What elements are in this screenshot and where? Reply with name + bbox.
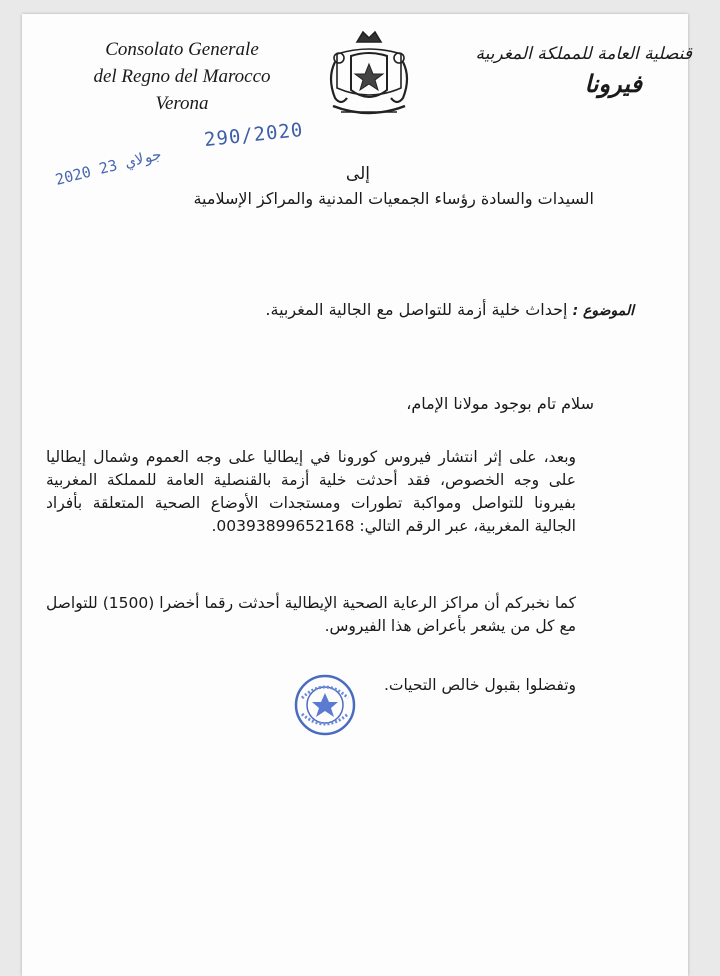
consulate-name-arabic — [462, 44, 692, 98]
city-arabic-line: فيرونا — [584, 70, 642, 98]
date-stamp: 2020 جولاي 23 — [53, 145, 163, 189]
subject-text: إحداث خلية أزمة للتواصل مع الجالية المغربية. — [265, 300, 568, 319]
consulate-arabic-line: قنصلية العامة للمملكة المغربية — [475, 44, 692, 64]
greeting-line: سلام تام بوجود مولانا الإمام، — [406, 394, 594, 413]
moroccan-coat-of-arms-icon — [327, 28, 411, 124]
consulate-line-3: Verona — [155, 93, 209, 114]
closing-line: وتفضلوا بقبول خالص التحيات. — [383, 676, 576, 694]
addressee-prefix: إلى — [345, 164, 370, 184]
subject-label: الموضوع : — [572, 303, 634, 319]
consulate-line-1: Consolato Generale — [105, 39, 259, 60]
subject-line — [265, 300, 634, 319]
consulate-name-italian — [82, 36, 282, 117]
recipients-line: السيدات والسادة رؤساء الجمعيات المدنية والمراكز الإسلامية — [193, 189, 594, 208]
letter-sheet — [22, 14, 692, 976]
body-paragraph-2: كما نخبركم أن مراكز الرعاية الصحية الإيطالية أحدثت رقما أخضرا (1500) للتواصل مع كل من يشعر بأعراض هذا الفيروس. — [46, 594, 576, 635]
consulate-line-2: del Regno del Marocco — [93, 66, 271, 87]
reference-number-stamp: 290/2020 — [203, 118, 305, 152]
body-paragraph-1: وبعد، على إثر انتشار فيروس كورونا في إيطاليا على وجه العموم وشمال إيطاليا على وجه الخصوص، فقد أحدثت خلية أزمة بالقنصلية العامة للمملكة المغربية بفيرونا للتواصل ومواكبة تطورات ومستجدات الأوضاع الصحية المتعلقة بأفراد الجالية المغربية، عبر الرقم التالي: 00393899652168. — [46, 448, 576, 535]
official-seal-icon — [294, 674, 356, 736]
